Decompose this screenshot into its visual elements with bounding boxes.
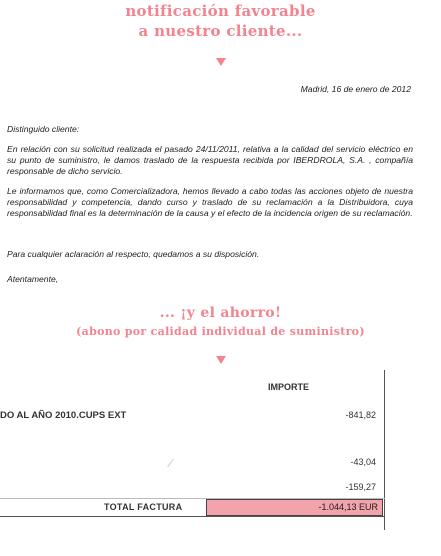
savings-subtitle: (abono por calidad individual de suministro) (76, 325, 365, 338)
invoice-excerpt (0, 370, 441, 556)
letter-closing: Atentamente, (7, 274, 59, 284)
invoice-border (384, 370, 385, 530)
invoice-amount-1: -841,82 (345, 410, 376, 420)
down-arrow-icon (216, 356, 226, 364)
savings-title: ... ¡y el ahorro! (159, 305, 282, 321)
total-label: TOTAL FACTURA (104, 502, 183, 512)
letter-paragraph-1: En relación con su solicitud realizada el pasado 24/11/2011, relativa a la calidad del servicio eléctrico en su punto de suministro, le damos traslado de la respuesta recibida por IBERDROLA, S.A. , compañía responsable de dicho servicio. (7, 144, 413, 176)
importe-column-header: IMPORTE (268, 382, 310, 392)
header-line-2: a nuestro cliente... (138, 22, 303, 40)
header-line-1: notificación favorable (125, 2, 316, 20)
invoice-amount-2: -43,04 (350, 457, 376, 467)
invoice-amount-3: -159,27 (345, 482, 376, 492)
scan-mark (167, 459, 174, 468)
total-highlight (206, 499, 383, 516)
divider (0, 516, 385, 517)
letter-paragraph-2: Le informamos que, como Comercializadora, hemos llevado a cabo todas las acciones objeto de nuestra responsabilidad y competencia, dando curso y traslado de su reclamación a la Distribuidora, cuya responsabilidad final es la determinación de la causa y el efecto de la incidencia origen de su reclamación. (7, 186, 413, 218)
letter-paragraph-3: Para cualquier aclaración al respecto, quedamos a su disposición. (7, 249, 260, 259)
letter-date: Madrid, 16 de enero de 2012 (300, 84, 411, 94)
down-arrow-icon (216, 58, 226, 66)
letter-greeting: Distinguido cliente: (7, 124, 80, 134)
total-value: -1.044,13 EUR (318, 502, 378, 512)
invoice-row-label: DO AL AÑO 2010.CUPS EXT (0, 410, 127, 421)
